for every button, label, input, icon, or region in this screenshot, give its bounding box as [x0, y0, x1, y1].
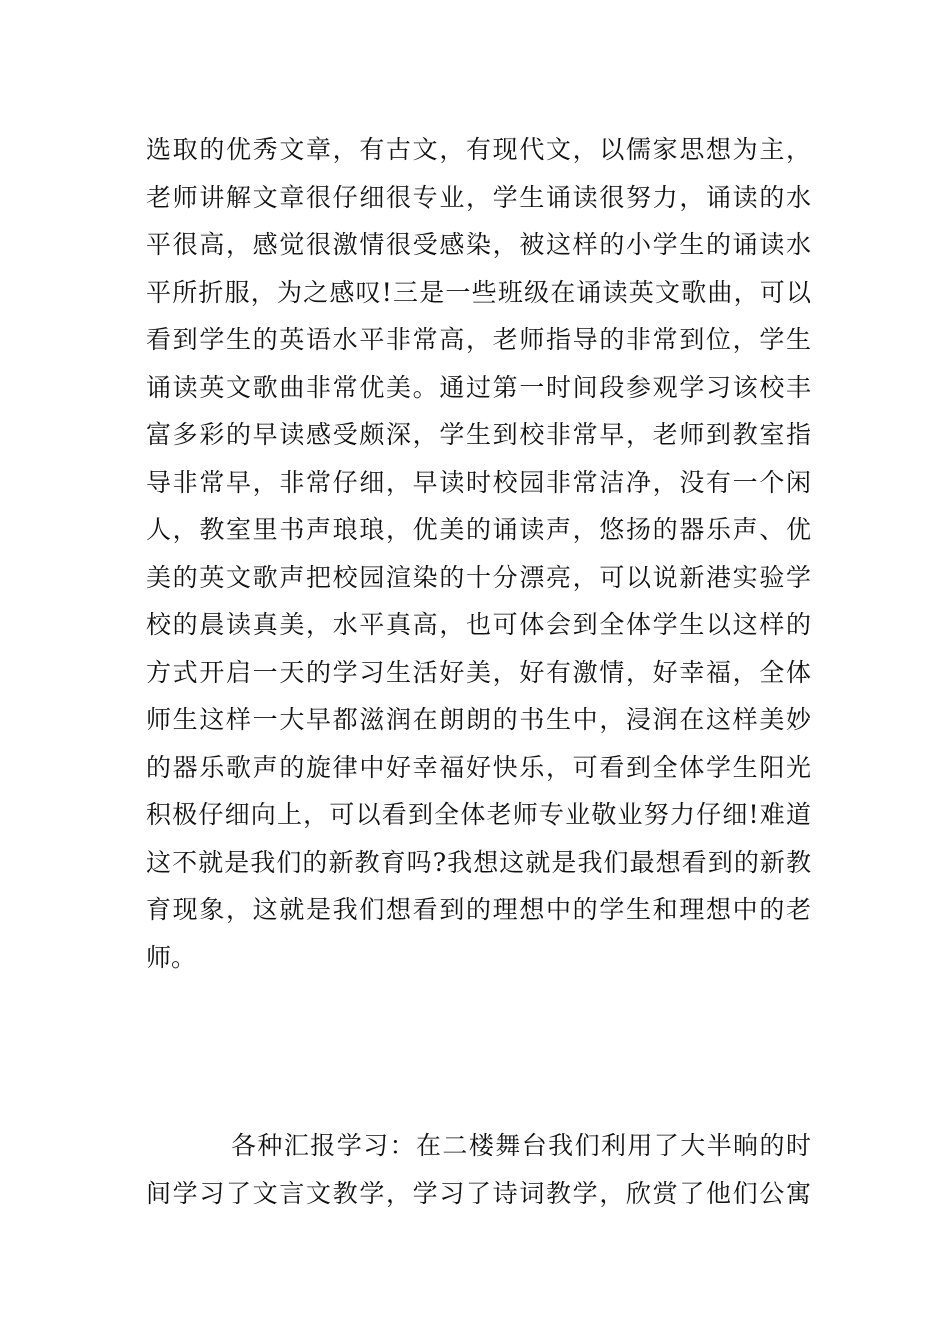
paragraph-line: 人，教室里书声琅琅，优美的诵读声，悠扬的器乐声、优 [146, 515, 811, 544]
paragraph-line: 诵读英文歌曲非常优美。通过第一时间段参观学习该校丰 [146, 372, 811, 402]
paragraph-line: 师。 [146, 942, 197, 972]
paragraph-line: 导非常早，非常仔细，早读时校园非常洁净，没有一个闲 [146, 467, 811, 497]
paragraph-line: 积极仔细向上，可以看到全体老师专业敬业努力仔细!难道 [146, 800, 811, 829]
paragraph-line: 师生这样一大早都滋润在朗朗的书生中，浸润在这样美妙 [146, 705, 811, 734]
paragraph-line: 美的英文歌声把校园渲染的十分漂亮，可以说新港实验学 [146, 562, 811, 592]
paragraph-line: 这不就是我们的新教育吗?我想这就是我们最想看到的新教 [146, 847, 811, 877]
paragraph-line: 选取的优秀文章，有古文，有现代文，以儒家思想为主， [146, 135, 811, 164]
paragraph-line: 各种汇报学习：在二楼舞台我们利用了大半晌的时 [231, 1131, 811, 1160]
paragraph-line: 看到学生的英语水平非常高，老师指导的非常到位，学生 [146, 325, 811, 354]
paragraph-line: 间学习了文言文教学，学习了诗词教学，欣赏了他们公寓 [146, 1178, 811, 1208]
paragraph-line: 富多彩的早读感受颇深，学生到校非常早，老师到教室指 [146, 420, 811, 449]
paragraph-line: 的器乐歌声的旋律中好幸福好快乐，可看到全体学生阳光 [146, 752, 811, 782]
paragraph-line: 校的晨读真美，水平真高，也可体会到全体学生以这样的 [146, 610, 811, 639]
paragraph-line: 育现象，这就是我们想看到的理想中的学生和理想中的老 [146, 895, 811, 924]
paragraph-line: 方式开启一天的学习生活好美，好有激情，好幸福，全体 [146, 657, 811, 687]
body-paragraph-1 [146, 126, 811, 981]
body-paragraph-2 [146, 1122, 811, 1217]
paragraph-line: 平所折服，为之感叹!三是一些班级在诵读英文歌曲，可以 [146, 277, 811, 307]
paragraph-line: 老师讲解文章很仔细很专业，学生诵读很努力，诵读的水 [146, 182, 811, 212]
paragraph-line: 平很高，感觉很激情很受感染，被这样的小学生的诵读水 [146, 230, 811, 259]
